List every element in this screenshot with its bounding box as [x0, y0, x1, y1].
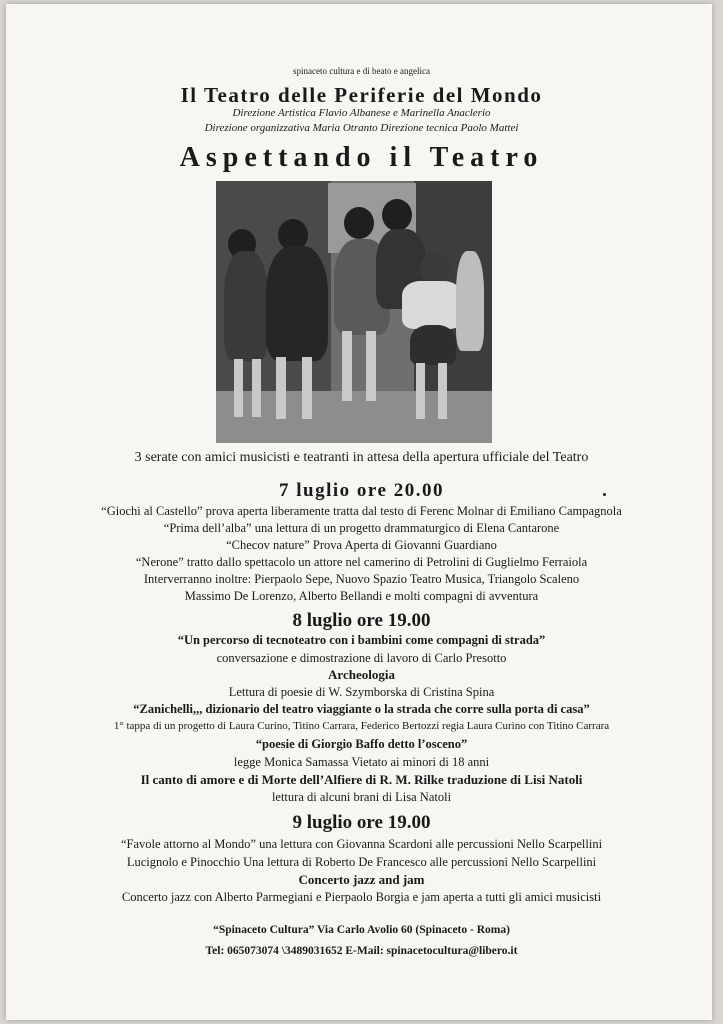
- day1-line: “Giochi al Castello” prova aperta liberamente tratta dal testo di Ferenc Molnar di Emiliano Campagnola: [101, 504, 622, 518]
- day1-line: “Checov nature” Prova Aperta di Giovanni Guardiano: [226, 538, 497, 552]
- day2-line: “Zanichelli,,, dizionario del teatro viaggiante o la strada che corre sulla porta di casa”: [133, 702, 590, 716]
- day2-line: conversazione e dimostrazione di lavoro di Carlo Presotto: [216, 651, 507, 665]
- footer-contacts: Tel: 065073074 \3489031652 E-Mail: spinacetocultura@libero.it: [205, 945, 518, 957]
- organizational-direction: Direzione organizzativa Maria Otranto Direzione tecnica Paolo Mattei: [204, 122, 519, 134]
- day2-line: “poesie di Giorgio Baffo detto l’osceno”: [255, 737, 468, 751]
- day2-line: legge Monica Samassa Vietato ai minori di 18 anni: [233, 755, 490, 769]
- organizers-line: spinaceto cultura e di beato e angelica: [293, 66, 430, 76]
- day1-line: “Nerone” tratto dallo spettacolo un attore nel camerino di Petrolini di Guglielmo Ferraiola: [135, 555, 588, 569]
- day3-line: “Favole attorno al Mondo” una lettura con Giovanna Scardoni alle percussioni Nello Scarpellini: [120, 837, 603, 851]
- day2-line: lettura di alcuni brani di Lisa Natoli: [271, 790, 452, 804]
- theatre-title: Il Teatro delle Periferie del Mondo: [180, 83, 543, 107]
- day3-line: Lucignolo e Pinocchio Una lettura di Roberto De Francesco alle percussioni Nello Scarpellini: [126, 855, 597, 869]
- day1-date: 7 luglio ore 20.00: [279, 480, 444, 501]
- day2-line: Archeologia: [328, 667, 395, 682]
- intro-line: 3 serate con amici musicisti e teatranti in attesa della apertura ufficiale del Teatro: [134, 450, 589, 465]
- artistic-direction: Direzione Artistica Flavio Albanese e Marinella Anaclerio: [232, 107, 491, 119]
- day1-line: “Prima dell’alba” una lettura di un progetto drammaturgico di Elena Cantarone: [163, 521, 560, 535]
- main-title: Aspettando il Teatro: [179, 142, 544, 173]
- footer-address: “Spinaceto Cultura” Via Carlo Avolio 60 (Spinaceto - Roma): [213, 924, 510, 936]
- day2-line: Il canto di amore e di Morte dell’Alfiere di R. M. Rilke traduzione di Lisi Natoli: [140, 772, 583, 787]
- day3-date: 9 luglio ore 19.00: [292, 812, 431, 833]
- day2-line: “Un percorso di tecnoteatro con i bambini come compagni di strada”: [177, 633, 546, 647]
- day3-line: Concerto jazz con Alberto Parmegiani e Pierpaolo Borgia e jam aperta a tutti gli amici musicisti: [121, 890, 602, 904]
- day3-line: Concerto jazz and jam: [298, 872, 425, 887]
- day1-line: Interverranno inoltre: Pierpaolo Sepe, Nuovo Spazio Teatro Musica, Triangolo Scaleno: [143, 572, 580, 586]
- stray-dot: [603, 493, 606, 496]
- day2-date: 8 luglio ore 19.00: [292, 610, 431, 631]
- day2-line: 1° tappa di un progetto di Laura Curino, Titino Carrara, Federico Bertozzi regia Laura Curino con Titino Carrara: [113, 720, 610, 732]
- day2-line: Lettura di poesie di W. Szymborska di Cristina Spina: [228, 685, 495, 699]
- children-photo: [216, 181, 492, 443]
- day1-line: Massimo De Lorenzo, Alberto Bellandi e molti compagni di avventura: [184, 589, 539, 603]
